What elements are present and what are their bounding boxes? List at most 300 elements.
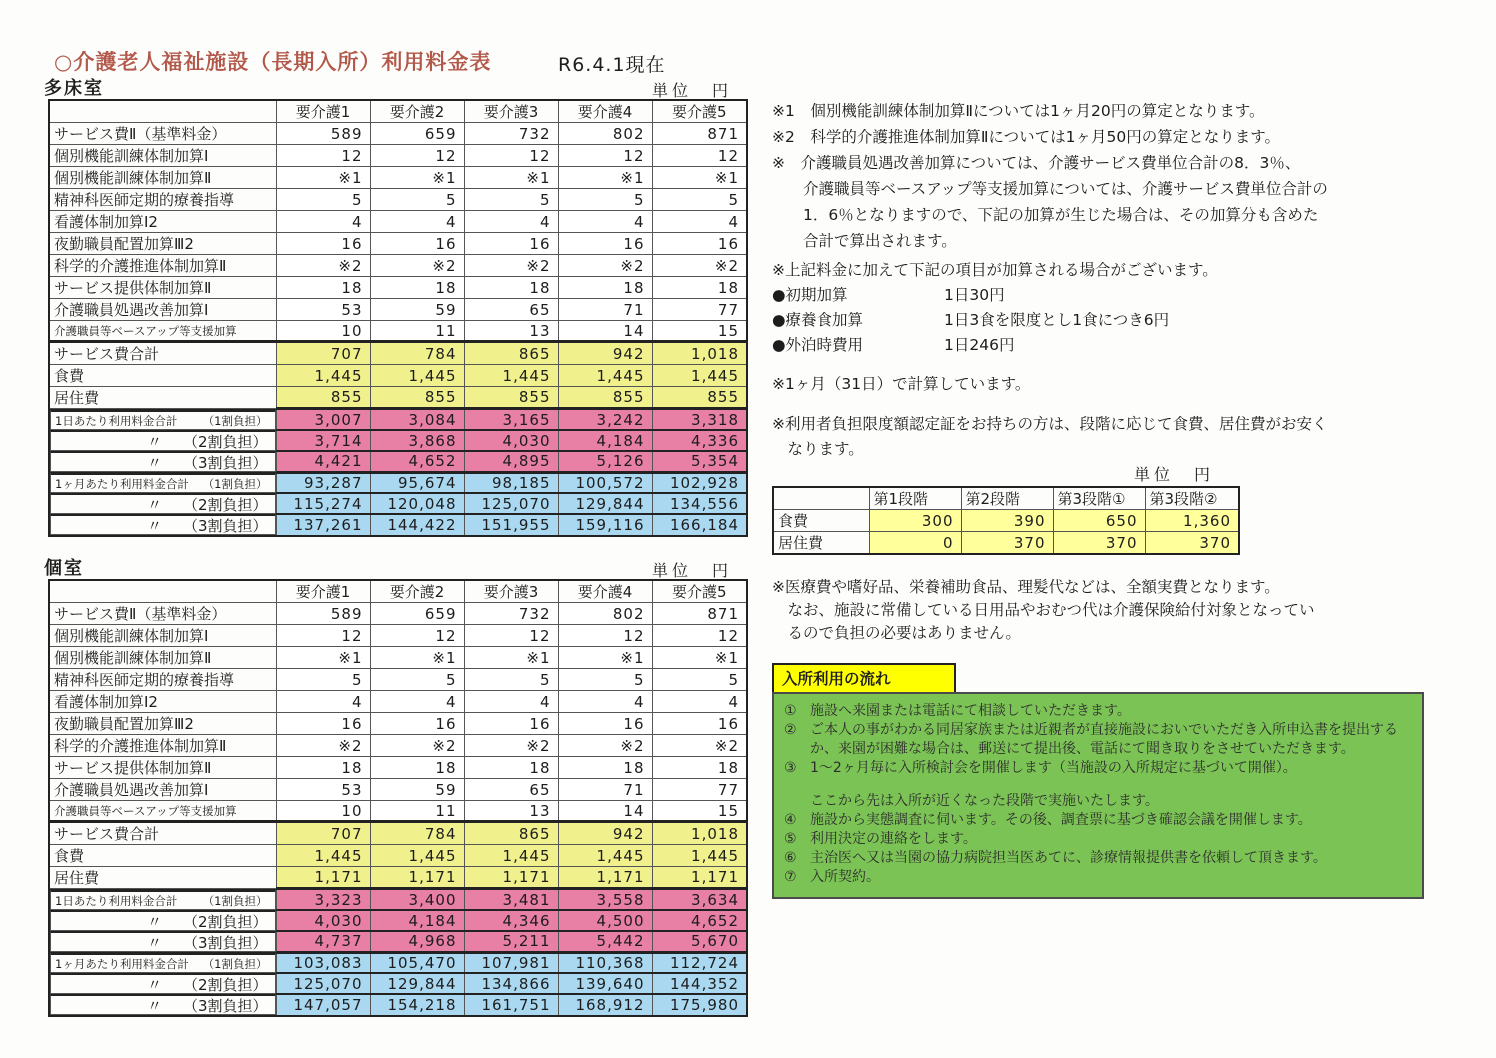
flow-step-text: 施設へ来園または電話にて相談していただきます。 [810, 703, 1131, 719]
fee-value-cell: 5 [276, 669, 370, 691]
fee-value-cell: 16 [370, 233, 464, 255]
fee-value-cell: 4,421 [276, 451, 370, 472]
fee-row-label: 精神科医師定期的療養指導 [49, 189, 276, 211]
fee-value-cell: 93,287 [276, 472, 370, 493]
fee-value-cell: 5 [370, 669, 464, 691]
fee-value-cell: 16 [370, 713, 464, 735]
fee-row-label: サービス費合計 [49, 822, 276, 845]
flow-box [772, 692, 1424, 899]
fee-value-cell: 53 [276, 299, 370, 321]
fee-row-label: サービス提供体制加算Ⅱ [49, 277, 276, 299]
fee-table-row [49, 691, 747, 713]
fee-value-cell: ※1 [652, 647, 747, 669]
fee-table-row [49, 757, 747, 779]
stage-table-inner [772, 486, 1240, 555]
fee-row-label: 科学的介護推進体制加算Ⅱ [49, 255, 276, 277]
fee-row-label-text: 1日あたり利用料金合計 [55, 413, 178, 428]
fee-row-label [50, 973, 276, 994]
fee-value-cell: 802 [558, 603, 652, 625]
fee-value-cell: 942 [558, 822, 652, 845]
fee-value-cell: 5,354 [652, 451, 747, 472]
fee-row-label: 居住費 [49, 387, 276, 409]
asterisk-notes [772, 98, 1328, 254]
fee-row-sublabel: （3割負担） [182, 516, 268, 535]
fee-value-cell: 59 [370, 299, 464, 321]
fee-table-row [49, 342, 747, 365]
fee-value-cell: 659 [370, 123, 464, 145]
fee-value-cell: 589 [276, 123, 370, 145]
fee-value-cell: 12 [276, 145, 370, 167]
fee-value-cell: ※1 [276, 647, 370, 669]
fee-row-label: 精神科医師定期的療養指導 [49, 669, 276, 691]
fee-value-cell: 4,346 [464, 910, 558, 931]
fee-value-cell: 110,368 [558, 952, 652, 973]
fee-value-cell: ※2 [652, 735, 747, 757]
fee-table-row [49, 514, 747, 536]
fee-table-row [49, 211, 747, 233]
fee-row-label [50, 889, 276, 910]
fee-value-cell: ※1 [276, 167, 370, 189]
flow-step [784, 702, 1412, 721]
fee-value-cell: 15 [652, 801, 747, 822]
fee-row-label: 居住費 [49, 867, 276, 889]
stage-value-cell: 370 [1145, 532, 1239, 555]
fee-value-cell: 103,083 [276, 952, 370, 973]
fee-table-column-header: 要介護4 [558, 100, 652, 123]
fee-row-label: 食費 [49, 845, 276, 867]
fee-value-cell: 5 [464, 669, 558, 691]
fee-row-sublabel: （1割負担） [202, 893, 268, 908]
fee-value-cell: 784 [370, 342, 464, 365]
fee-value-cell: 18 [276, 277, 370, 299]
fee-row-label: 夜勤職員配置加算Ⅲ2 [49, 233, 276, 255]
fee-value-cell: ※1 [464, 167, 558, 189]
fee-value-cell: 12 [464, 145, 558, 167]
fee-value-cell: 4 [464, 691, 558, 713]
fee-table-row [49, 735, 747, 757]
flow-step-text: ここから先は入所が近くなった段階で実施いたします。 [810, 793, 1159, 809]
fee-value-cell: 1,171 [464, 867, 558, 889]
fee-value-cell: 5 [652, 669, 747, 691]
fee-value-cell: 18 [464, 757, 558, 779]
fee-row-label: サービス費Ⅱ（基準料金） [49, 603, 276, 625]
addition-item [772, 308, 1218, 333]
fee-value-cell: ※1 [558, 647, 652, 669]
fee-value-cell: 100,572 [558, 472, 652, 493]
fee-value-cell: 12 [464, 625, 558, 647]
stage-corner-cell [773, 487, 869, 510]
fee-row-label [50, 931, 276, 952]
fee-table-column-header: 要介護5 [652, 100, 747, 123]
fee-value-cell: 784 [370, 822, 464, 845]
fee-value-cell: 12 [370, 145, 464, 167]
unit-label-stage-table: 単位 円 [1134, 465, 1215, 484]
fee-value-cell: ※2 [652, 255, 747, 277]
fee-row-label: 個別機能訓練体制加算Ⅰ [49, 145, 276, 167]
fee-row-label [50, 430, 276, 451]
fee-row-label [50, 994, 276, 1015]
fee-row-label [50, 409, 276, 430]
fee-table-row [49, 277, 747, 299]
stage-row [773, 510, 1239, 532]
fee-row-label-text: 〃 [147, 975, 163, 994]
fee-row-label: 看護体制加算Ⅰ2 [49, 691, 276, 713]
fee-value-cell: 18 [652, 277, 747, 299]
fee-value-cell: 14 [558, 801, 652, 822]
addition-name: ●初期加算 [772, 286, 848, 304]
flow-step-marker: ④ [784, 812, 797, 828]
fee-table-column-header: 要介護3 [464, 100, 558, 123]
fee-value-cell: 144,352 [652, 973, 747, 994]
fee-table-row [49, 123, 747, 145]
fee-value-cell: 102,928 [652, 472, 747, 493]
fee-value-cell: 4 [652, 211, 747, 233]
fee-value-cell: 871 [652, 123, 747, 145]
fee-value-cell: 4 [370, 211, 464, 233]
fee-row-label-text: 1日あたり利用料金合計 [55, 893, 178, 908]
fee-value-cell: 71 [558, 779, 652, 801]
fee-row-label: 科学的介護推進体制加算Ⅱ [49, 735, 276, 757]
fee-value-cell: 3,318 [652, 409, 747, 431]
fee-value-cell: 107,981 [464, 952, 558, 973]
fee-value-cell: 12 [370, 625, 464, 647]
fee-value-cell: 12 [558, 625, 652, 647]
flow-step [784, 792, 1412, 811]
fee-value-cell: 95,674 [370, 472, 464, 493]
fee-table-column-header: 要介護2 [370, 580, 464, 603]
fee-value-cell: 18 [558, 277, 652, 299]
fee-table-column-header: 要介護1 [276, 100, 370, 123]
fee-table-multi-room [48, 99, 748, 537]
fee-value-cell: 589 [276, 603, 370, 625]
addition-desc: 1日30円 [944, 286, 1005, 304]
note-line: ※1 個別機能訓練体制加算Ⅱについては1ヶ月20円の算定となります。 [772, 102, 1265, 120]
fee-value-cell: 1,445 [370, 845, 464, 867]
note-line: るので負担の必要はありません。 [772, 624, 1021, 642]
fee-value-cell: ※2 [370, 255, 464, 277]
fee-row-label-text: 〃 [147, 495, 163, 514]
flow-step [784, 811, 1412, 830]
flow-step-marker [784, 792, 810, 811]
note-line: 介護職員等ベースアップ等支援加算については、介護サービス費単位合計の [772, 180, 1328, 198]
flow-step-marker: ⑤ [784, 831, 797, 847]
fee-value-cell: 855 [464, 387, 558, 409]
fee-table-row [49, 625, 747, 647]
fee-value-cell: 4,336 [652, 430, 747, 451]
fee-value-cell: 18 [652, 757, 747, 779]
flow-step-marker: ⑦ [784, 869, 797, 885]
stage-column-header: 第1段階 [869, 487, 961, 510]
flow-step-text: 入所契約。 [810, 869, 880, 885]
flow-step [784, 759, 1412, 778]
additions-block [772, 258, 1218, 358]
fee-value-cell: 144,422 [370, 514, 464, 536]
fee-table-header-row [49, 580, 747, 603]
additions-items [772, 283, 1218, 358]
fee-row-sublabel: （2割負担） [182, 495, 268, 514]
fee-value-cell: 1,445 [276, 365, 370, 387]
fee-row-label [50, 493, 276, 514]
fee-value-cell: ※2 [276, 255, 370, 277]
note-line: なお、施設に常備している日用品やおむつ代は介護保険給付対象となってい [772, 601, 1315, 619]
fee-row-label: 個別機能訓練体制加算Ⅱ [49, 647, 276, 669]
fee-value-cell: ※1 [464, 647, 558, 669]
fee-row-label [50, 451, 276, 472]
fee-table-row [49, 472, 747, 493]
fee-value-cell: 65 [464, 299, 558, 321]
stage-row-label: 居住費 [773, 532, 869, 555]
fee-row-label-text: 1ヶ月あたり利用料金合計 [55, 956, 189, 971]
fee-value-cell: 4,652 [370, 451, 464, 472]
fee-row-label: 個別機能訓練体制加算Ⅰ [49, 625, 276, 647]
fee-value-cell: 16 [652, 713, 747, 735]
fee-table-row [49, 779, 747, 801]
fee-value-cell: 65 [464, 779, 558, 801]
fee-value-cell: 865 [464, 342, 558, 365]
fee-value-cell: 59 [370, 779, 464, 801]
fee-table-row [49, 867, 747, 889]
fee-value-cell: 125,070 [276, 973, 370, 994]
fee-row-label-text: 〃 [147, 996, 163, 1015]
additions-intro: ※上記料金に加えて下記の項目が加算される場合がございます。 [772, 261, 1218, 279]
fee-value-cell: 4,968 [370, 931, 464, 952]
fee-value-cell: 166,184 [652, 514, 747, 536]
fee-value-cell: 5 [558, 669, 652, 691]
flow-step-text: 施設から実態調査に伺います。その後、調査票に基づき確認会議を開催します。 [810, 812, 1312, 828]
fee-row-label [50, 910, 276, 931]
fee-table-private-room [48, 579, 748, 1017]
fee-row-label: 介護職員処遇改善加算Ⅰ [49, 779, 276, 801]
fee-row-sublabel: （1割負担） [202, 413, 268, 428]
fee-table-row [49, 430, 747, 451]
fee-value-cell: 18 [276, 757, 370, 779]
fee-table-row [49, 145, 747, 167]
flow-step [784, 868, 1412, 887]
stage-value-cell: 390 [961, 510, 1053, 532]
note-line: ※利用者負担限度額認定証をお持ちの方は、段階に応じて食費、居住費がお安く [772, 415, 1328, 433]
fee-value-cell: 855 [558, 387, 652, 409]
fee-value-cell: 11 [370, 321, 464, 342]
fee-value-cell: 18 [464, 277, 558, 299]
fee-table-row [49, 189, 747, 211]
fee-row-label [50, 952, 276, 973]
fee-value-cell: 105,470 [370, 952, 464, 973]
fee-value-cell: 4,184 [558, 430, 652, 451]
fee-value-cell: 1,445 [558, 845, 652, 867]
section-label-private-room: 個室 [44, 558, 84, 579]
fee-value-cell: 4,030 [276, 910, 370, 931]
fee-value-cell: 3,323 [276, 889, 370, 911]
fee-value-cell: 707 [276, 822, 370, 845]
stage-row-label: 食費 [773, 510, 869, 532]
fee-value-cell: 5,670 [652, 931, 747, 952]
note-line: なります。 [772, 440, 864, 458]
fee-value-cell: 3,400 [370, 889, 464, 911]
fee-value-cell: 10 [276, 321, 370, 342]
stage-value-cell: 370 [961, 532, 1053, 555]
note-line: 1．6％となりますので、下記の加算が生じた場合は、その加算分も含めた [772, 206, 1319, 224]
stage-value-cell: 0 [869, 532, 961, 555]
fee-value-cell: 1,171 [652, 867, 747, 889]
fee-value-cell: 4 [558, 691, 652, 713]
fee-value-cell: 707 [276, 342, 370, 365]
stage-column-header: 第2段階 [961, 487, 1053, 510]
fee-table-row [49, 387, 747, 409]
fee-value-cell: 10 [276, 801, 370, 822]
fee-value-cell: 4,030 [464, 430, 558, 451]
fee-table-row [49, 889, 747, 911]
fee-row-label-text: 〃 [147, 453, 163, 472]
fee-value-cell: ※1 [370, 167, 464, 189]
fee-value-cell: 1,445 [464, 845, 558, 867]
fee-value-cell: 154,218 [370, 994, 464, 1016]
fee-value-cell: ※2 [558, 735, 652, 757]
stage-column-header: 第3段階① [1053, 487, 1145, 510]
fee-value-cell: 3,714 [276, 430, 370, 451]
fee-value-cell: 855 [276, 387, 370, 409]
fee-value-cell: 112,724 [652, 952, 747, 973]
date-label: R6.4.1現在 [558, 54, 666, 76]
fee-value-cell: 1,171 [558, 867, 652, 889]
fee-value-cell: 4 [464, 211, 558, 233]
fee-row-label: 看護体制加算Ⅰ2 [49, 211, 276, 233]
fee-value-cell: 13 [464, 801, 558, 822]
fee-value-cell: 139,640 [558, 973, 652, 994]
fee-table-row [49, 493, 747, 514]
fee-value-cell: 871 [652, 603, 747, 625]
fee-value-cell: ※1 [558, 167, 652, 189]
fee-row-sublabel: （3割負担） [182, 996, 268, 1015]
fee-value-cell: 16 [464, 713, 558, 735]
fee-table-row [49, 713, 747, 735]
note-line: ※医療費や嗜好品、栄養補助食品、理髪代などは、全額実費となります。 [772, 578, 1280, 596]
fee-row-label: 介護職員等ベースアップ等支援加算 [49, 801, 276, 822]
stage-value-cell: 300 [869, 510, 961, 532]
fee-value-cell: ※2 [558, 255, 652, 277]
fee-row-sublabel: （1割負担） [202, 956, 268, 971]
fee-value-cell: 1,445 [558, 365, 652, 387]
flow-step-text: 利用決定の連絡をします。 [810, 831, 977, 847]
fee-value-cell: 115,274 [276, 493, 370, 514]
fee-value-cell: ※2 [370, 735, 464, 757]
stage-value-cell: 650 [1053, 510, 1145, 532]
fee-table-row [49, 931, 747, 952]
addition-item [772, 283, 1218, 308]
fee-value-cell: 802 [558, 123, 652, 145]
fee-table-row [49, 910, 747, 931]
fee-value-cell: 3,007 [276, 409, 370, 431]
flow-step-marker: ③ [784, 760, 797, 776]
fee-value-cell: 18 [370, 277, 464, 299]
fee-value-cell: 71 [558, 299, 652, 321]
fee-table-corner-cell [49, 100, 276, 123]
fee-value-cell: 3,165 [464, 409, 558, 431]
fee-value-cell: 1,018 [652, 822, 747, 845]
fee-value-cell: 659 [370, 603, 464, 625]
fee-value-cell: 134,866 [464, 973, 558, 994]
fee-value-cell: 942 [558, 342, 652, 365]
fee-value-cell: 865 [464, 822, 558, 845]
fee-table-row [49, 822, 747, 845]
fee-row-label [50, 514, 276, 535]
fee-value-cell: 1,445 [370, 365, 464, 387]
addition-desc: 1日3食を限度とし1食につき6円 [944, 311, 1170, 329]
fee-value-cell: 18 [558, 757, 652, 779]
fee-value-cell: 732 [464, 123, 558, 145]
fee-value-cell: 5 [276, 189, 370, 211]
fee-row-label: 介護職員処遇改善加算Ⅰ [49, 299, 276, 321]
fee-value-cell: 16 [464, 233, 558, 255]
note-line: ※2 科学的介護推進体制加算Ⅱについては1ヶ月50円の算定となります。 [772, 128, 1281, 146]
note-line: ※ 介護職員処遇改善加算については、介護サービス費単位合計の8．3％、 [772, 154, 1301, 172]
fee-value-cell: 4 [276, 211, 370, 233]
fee-value-cell: 12 [558, 145, 652, 167]
flow-step [784, 830, 1412, 849]
fee-value-cell: 53 [276, 779, 370, 801]
flow-step-marker: ② [784, 722, 797, 738]
fee-value-cell: 168,912 [558, 994, 652, 1016]
fee-value-cell: 3,558 [558, 889, 652, 911]
fee-table-row [49, 409, 747, 431]
fee-value-cell: 77 [652, 779, 747, 801]
fee-value-cell: 151,955 [464, 514, 558, 536]
fee-value-cell: 134,556 [652, 493, 747, 514]
addition-name: ●外泊時費用 [772, 336, 864, 354]
medical-note [772, 576, 1315, 645]
fee-value-cell: 5 [464, 189, 558, 211]
fee-value-cell: 855 [652, 387, 747, 409]
fee-value-cell: 98,185 [464, 472, 558, 493]
fee-value-cell: 137,261 [276, 514, 370, 536]
fee-table-row [49, 845, 747, 867]
fee-value-cell: 15 [652, 321, 747, 342]
calc-note: ※1ヶ月（31日）で計算しています。 [772, 375, 1031, 393]
fee-row-label-text: 〃 [147, 516, 163, 535]
stage-column-header: 第3段階② [1145, 487, 1239, 510]
fee-value-cell: 12 [276, 625, 370, 647]
fee-value-cell: 77 [652, 299, 747, 321]
fee-table-column-header: 要介護1 [276, 580, 370, 603]
fee-value-cell: 732 [464, 603, 558, 625]
fee-table-row [49, 801, 747, 822]
fee-row-label: サービス費合計 [49, 342, 276, 365]
fee-value-cell: 1,445 [464, 365, 558, 387]
fee-table-row [49, 647, 747, 669]
fee-value-cell: 4,895 [464, 451, 558, 472]
flow-step-marker: ① [784, 703, 797, 719]
flow-step [784, 721, 1412, 759]
fee-row-sublabel: （2割負担） [182, 975, 268, 994]
fee-value-cell: 161,751 [464, 994, 558, 1016]
fee-value-cell: 4 [558, 211, 652, 233]
fee-value-cell: 3,868 [370, 430, 464, 451]
fee-row-label: 食費 [49, 365, 276, 387]
fee-row-label-text: 〃 [147, 432, 163, 451]
fee-value-cell: 16 [276, 233, 370, 255]
section-label-multi-room: 多床室 [44, 78, 104, 99]
fee-table-row [49, 451, 747, 472]
fee-value-cell: 4 [370, 691, 464, 713]
flow-step-marker: ⑥ [784, 850, 797, 866]
fee-value-cell: 1,445 [652, 845, 747, 867]
fee-value-cell: 3,242 [558, 409, 652, 431]
fee-value-cell: 4 [276, 691, 370, 713]
fee-row-label: 夜勤職員配置加算Ⅲ2 [49, 713, 276, 735]
flow-title: 入所利用の流れ [772, 663, 956, 694]
flow-title-wrap [772, 663, 956, 694]
fee-value-cell: 5 [652, 189, 747, 211]
fee-row-sublabel: （3割負担） [182, 933, 268, 952]
